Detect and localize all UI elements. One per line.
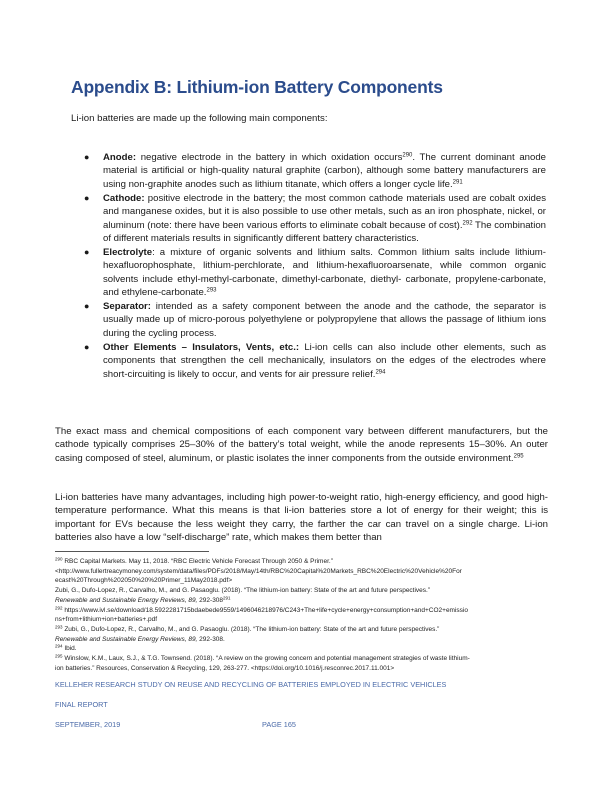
- footer-date: SEPTEMBER, 2019: [55, 720, 121, 729]
- footnote-290: [55, 557, 550, 567]
- item-text: intended as a safety component between the anode and the cathode, the separator is usually made up of micro-porous polyethylene or polypropylene that allows the passage of lithium ions during the cycling process.: [103, 300, 546, 339]
- page-title: Appendix B: Lithium-ion Battery Components: [71, 77, 443, 97]
- footnote-294: [55, 644, 550, 654]
- item-text: positive electrode in the battery; the most common cathode materials used are cobalt oxides and manganese oxides, but it is also possible to use other metals, such as an iron phosphate, nickel, or aluminum (note: there have been various efforts to eliminate cobalt because of cost).: [103, 192, 546, 231]
- term-label: Other Elements – Insulators, Vents, etc.:: [103, 341, 300, 353]
- footnote-text: Zubi, G., Dufo-Lopez, R., Carvalho, M., and G. Pasaoglu. (2018). “The lithium-ion battery: State of the art and future perspectives.”: [55, 587, 431, 595]
- footnotes: [55, 557, 550, 673]
- item-text: The combination of different materials results in significantly different battery characteristics.: [103, 219, 546, 244]
- footnote-text: Ibid.: [62, 645, 77, 653]
- footnote-number: 292: [55, 605, 63, 611]
- bullet-icon: ●: [84, 341, 90, 352]
- term-label: Anode:: [103, 152, 137, 163]
- footer-study-title: KELLEHER RESEARCH STUDY ON REUSE AND RECYCLING OF BATTERIES EMPLOYED IN ELECTRIC VEHICLES: [55, 680, 447, 689]
- footnote-number: 290: [55, 557, 63, 562]
- footnote-text: Winslow, K.M., Laux, S.J., & T.G. Townsend. (2018). “A review on the growing concern and potential management strategies of waste lithium-: [62, 655, 470, 663]
- footer-page-number: PAGE 165: [262, 720, 296, 729]
- footnote-number: 293: [55, 624, 63, 630]
- footnote-separator: [55, 551, 209, 552]
- bullet-icon: ●: [84, 300, 90, 311]
- bullet-icon: ●: [84, 192, 90, 203]
- footnote-citation: [55, 596, 550, 606]
- body-paragraph-advantages: Li-ion batteries have many advantages, including high power-to-weight ratio, high-energy efficiency, and good high-temperature performance. What this means is that li-ion batteries store a lot of energy for their weight; this is important for EVs because the less weight they carry, the farther the car can travel on a single charge. Li-ion batteries also have a low “self-discharge” rate, which makes them better than: [55, 492, 548, 544]
- footnote-link[interactable]: ns+from+lithium+ion+batteries+.pdf: [55, 616, 158, 624]
- paragraph-text: The exact mass and chemical compositions of each component vary between different manufacturers, but the cathode typically comprises 25–30% of the battery’s total weight, while the anode represents 15–30%. An outer casing composed of steel, aluminum, or plastic isolates the inner components from the outside environment.: [55, 426, 548, 464]
- footnote-ref[interactable]: 293: [206, 287, 217, 294]
- footnote-293: [55, 625, 550, 635]
- list-item-cathode: [84, 192, 546, 246]
- item-text: : a mixture of organic solvents and lithium salts. Common lithium salts include lithium-hexafluorophosphate, lithium-perchlorate, and lithium-hexafluoroarsenate, while common organic solvents include ethyl-methyl-carbonate, dimethyl-carbonate, diethyl- carbonate, propylene-carbonate, and ethylene-carbonate.: [103, 246, 546, 299]
- footnote-link[interactable]: ecast%20Through%202050%20%20Primer_11May2018.pdf>: [55, 577, 233, 585]
- footnote-text: 292-308: [197, 596, 224, 604]
- footnote-ref[interactable]: 295: [513, 453, 524, 460]
- list-item-electrolyte: [84, 246, 546, 300]
- term-label: Separator:: [103, 300, 151, 312]
- list-item-other-elements: [84, 341, 546, 381]
- footnote-text: RBC Capital Markets. May 11, 2018. “RBC Electric Vehicle Forecast Through 2050 & Primer.”: [62, 558, 333, 565]
- bullet-icon: ●: [84, 152, 90, 162]
- footnote-number: 295: [55, 654, 63, 659]
- footer-report-type: FINAL REPORT: [55, 700, 108, 709]
- list-item-separator: [84, 300, 546, 340]
- term-label: Cathode:: [103, 192, 145, 204]
- footnote-text: ion batteries.” Resources, Conservation & Recycling, 129, 263-277. <https://doi.org/10.1016/j.resconrec.2017.11.001>: [55, 664, 395, 672]
- footnote-292: [55, 606, 550, 616]
- footnote-ref[interactable]: 291: [452, 179, 463, 186]
- footnote-number: 294: [55, 644, 63, 649]
- footnote-text: 292-308.: [197, 635, 225, 643]
- journal-name: Renewable and Sustainable Energy Reviews, 89,: [55, 596, 198, 604]
- footnote-number: 291: [223, 595, 231, 601]
- footnote-citation: [55, 635, 550, 645]
- footnote-ref[interactable]: 294: [375, 369, 386, 375]
- body-paragraph-composition: [55, 425, 548, 465]
- list-item-anode: [84, 151, 546, 191]
- components-list: [84, 151, 546, 381]
- footnote-ref[interactable]: 292: [462, 220, 473, 227]
- item-text: . The current dominant anode material is artificial or high-quality natural graphite (carbon), although some battery manufacturers are using non-graphite anodes such as lithium titanate, which offers a longer cycle life.: [103, 152, 546, 190]
- footnote-ref[interactable]: 290: [402, 152, 413, 159]
- footnote-295: [55, 654, 550, 664]
- term-label: Electrolyte: [103, 246, 153, 258]
- intro-text: Li-ion batteries are made up the following main components:: [71, 113, 328, 124]
- footnote-link[interactable]: <http://www.fullertreacymoney.com/system/data/files/PDFs/2018/May/14th/RBC%20Capital%20Markets_RBC%20Electric%20Vehicle%20For: [55, 567, 462, 575]
- item-text: Li-ion cells can also include other elements, such as components that strengthen the cell mechanically, insulators on the edges of the electrodes where short-circuiting is likely to occur, and vents for air pressure relief.: [103, 341, 546, 380]
- bullet-icon: ●: [84, 246, 90, 257]
- item-text: negative electrode in the battery in which oxidation occurs: [136, 152, 403, 163]
- footnote-link[interactable]: https://www.ivl.se/download/18.5922281715bdaebede9559/1496046218976/C243+The+life+cycle+energy+consumption+and+CO2+emissio: [62, 606, 468, 614]
- footnote-text: Zubi, G., Dufo-Lopez, R., Carvalho, M., and G. Pasaoglu. (2018). “The lithium-ion battery: State of the art and future perspectives.”: [62, 625, 440, 633]
- journal-name: Renewable and Sustainable Energy Reviews, 89,: [55, 635, 198, 643]
